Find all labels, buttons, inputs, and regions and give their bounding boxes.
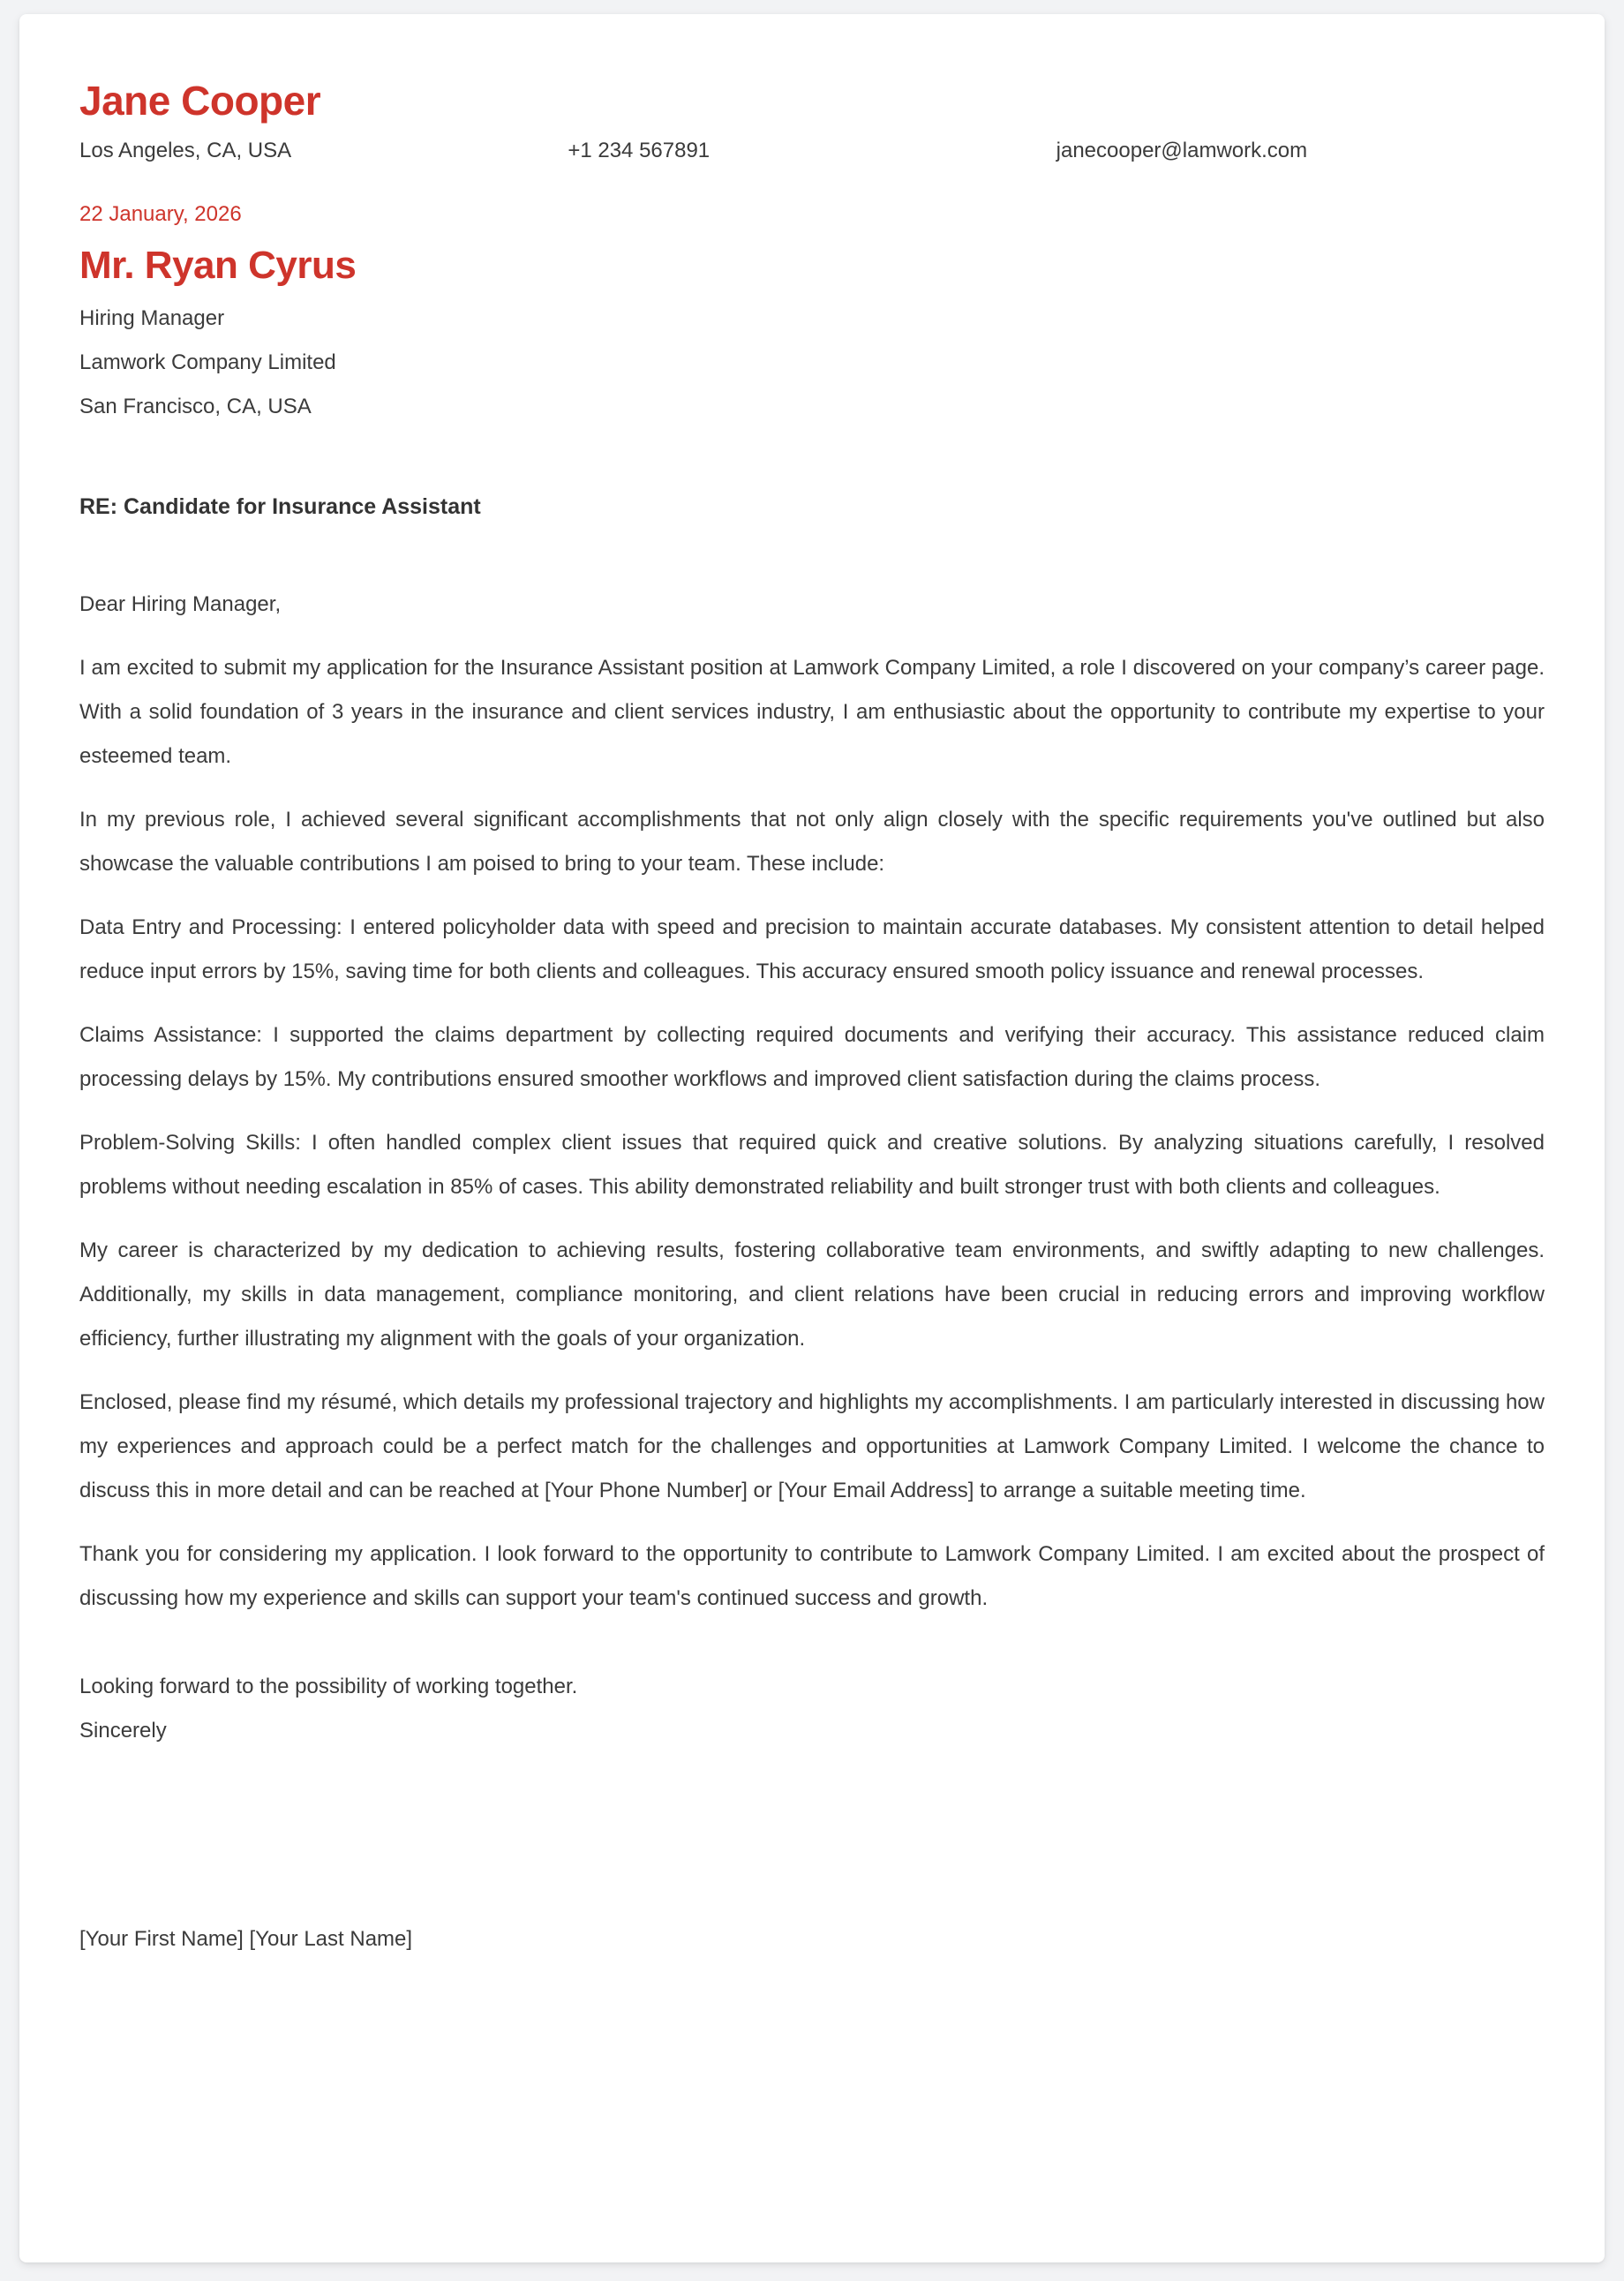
sender-email: janecooper@lamwork.com xyxy=(1056,139,1308,162)
closing-block xyxy=(79,1665,1545,1753)
sender-location: Los Angeles, CA, USA xyxy=(79,139,292,162)
closing-line: Looking forward to the possibility of working together. xyxy=(79,1675,578,1698)
recipient-company: Lamwork Company Limited xyxy=(79,350,336,374)
paragraph-thank-you: Thank you for considering my application. I look forward to the opportunity to contribute to Lamwork Company Limited. I am excited about the prospect of discussing how my experience and skills can support your team's continued success and growth. xyxy=(79,1542,1545,1610)
salutation: Dear Hiring Manager, xyxy=(79,592,282,616)
paragraph-data-entry: Data Entry and Processing: I entered policyholder data with speed and precision to maintain accurate databases. My consistent attention to detail helped reduce input errors by 15%, saving time for both clients and colleagues. This accuracy ensured smooth policy issuance and renewal processes. xyxy=(79,915,1545,983)
letter-date: 22 January, 2026 xyxy=(79,202,242,226)
paragraph-intro: I am excited to submit my application for the Insurance Assistant position at Lamwork Company Limited, a role I discovered on your company’s career page. With a solid foundation of 3 years in the insurance and client services industry, I am enthusiastic about the opportunity to contribute my expertise to your esteemed team. xyxy=(79,656,1545,768)
sender-phone: +1 234 567891 xyxy=(568,139,710,162)
paragraph-claims-assistance: Claims Assistance: I supported the claims department by collecting required documents and verifying their accuracy. This assistance reduced claim processing delays by 15%. My contributions ensured smoother workflows and improved client satisfaction during the claims process. xyxy=(79,1023,1545,1091)
signature-placeholder: [Your First Name] [Your Last Name] xyxy=(79,1927,413,1951)
sender-contact-row xyxy=(79,138,1545,164)
subject-line: RE: Candidate for Insurance Assistant xyxy=(79,494,481,519)
paragraph-resume-enclosed: Enclosed, please find my résumé, which details my professional trajectory and highlights my accomplishments. I am particularly interested in discussing how my experiences and approach could be a perfect match for the challenges and opportunities at Lamwork Company Limited. I welcome the chance to discuss this in more detail and can be reached at [Your Phone Number] or [Your Email Address] to arrange a suitable meeting time. xyxy=(79,1390,1545,1502)
letter-body xyxy=(79,583,1545,1621)
paragraph-accomplishments-lead: In my previous role, I achieved several significant accomplishments that not only align closely with the specific requirements you've outlined but also showcase the valuable contributions I am poised to bring to your team. These include: xyxy=(79,808,1545,876)
recipient-location: San Francisco, CA, USA xyxy=(79,395,312,418)
sender-name: Jane Cooper xyxy=(79,78,321,124)
recipient-details xyxy=(79,297,1545,429)
closing-sincerely: Sincerely xyxy=(79,1719,167,1743)
paragraph-career-summary: My career is characterized by my dedication to achieving results, fostering collaborative team environments, and swiftly adapting to new challenges. Additionally, my skills in data management, compliance monitoring, and client relations have been crucial in reducing errors and improving workflow efficiency, further illustrating my alignment with the goals of your organization. xyxy=(79,1238,1545,1351)
cover-letter-page xyxy=(19,14,1605,2262)
paragraph-problem-solving: Problem-Solving Skills: I often handled complex client issues that required quick and creative solutions. By analyzing situations carefully, I resolved problems without needing escalation in 85% of cases. This ability demonstrated reliability and built stronger trust with both clients and colleagues. xyxy=(79,1131,1545,1199)
recipient-name: Mr. Ryan Cyrus xyxy=(79,244,357,287)
recipient-title: Hiring Manager xyxy=(79,306,225,330)
